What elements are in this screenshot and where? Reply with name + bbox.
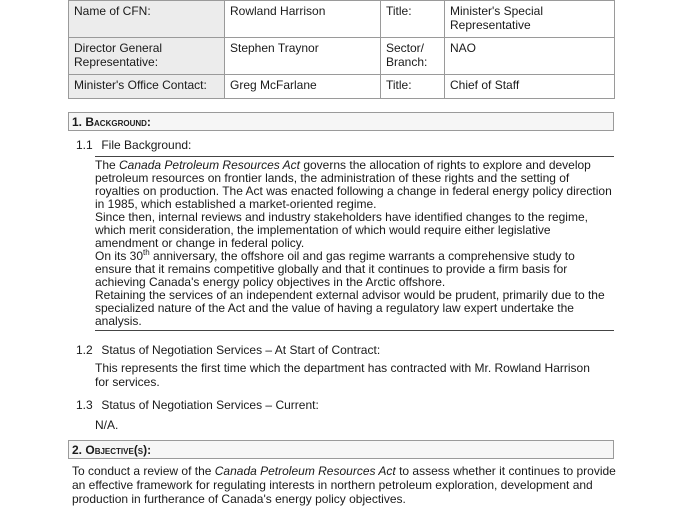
subsection-label: Status of Negotiation Services – Current: <box>101 398 319 412</box>
table-row <box>69 38 615 75</box>
act-title: Canada Petroleum Resources Act <box>119 158 300 172</box>
text-span: On its 30 <box>95 249 144 263</box>
sector-branch-label: Sector/ Branch: <box>381 38 445 75</box>
section-title: Background: <box>85 115 151 129</box>
subsection-status-current <box>76 398 319 412</box>
act-title: Canada Petroleum Resources Act <box>214 464 396 478</box>
background-paragraph <box>95 159 614 211</box>
contact-title-label: Title: <box>381 75 445 99</box>
superscript: th <box>143 248 150 257</box>
cfn-name-value: Rowland Harrison <box>225 1 381 38</box>
background-text-box <box>95 156 614 331</box>
title-value: Minister's Special Representative <box>445 1 615 38</box>
cfn-name-label: Name of CFN: <box>69 1 225 38</box>
subsection-file-background <box>76 138 191 152</box>
objective-text <box>72 464 617 506</box>
dg-representative-value: Stephen Traynor <box>225 38 381 75</box>
subsection-number: 1.3 <box>76 398 93 412</box>
table-row <box>69 1 615 38</box>
text-span: to assess whether it continues to provide an effective framework for regulating interests in northern petroleum exploration, development and production in furtherance of Canada's energy policy objectives. <box>72 464 616 506</box>
minister-office-contact-label: Minister's Office Contact: <box>69 75 225 99</box>
title-label: Title: <box>381 1 445 38</box>
dg-representative-label: Director General Representative: <box>69 38 225 75</box>
subsection-number: 1.2 <box>76 343 93 357</box>
minister-office-contact-value: Greg McFarlane <box>225 75 381 99</box>
section-heading-objectives <box>68 440 614 459</box>
section-heading-background <box>68 112 614 131</box>
contact-title-value: Chief of Staff <box>445 75 615 99</box>
text-span: The <box>95 158 120 172</box>
text-span: governs the allocation of rights to explore and develop petroleum resources on frontier lands, the administration of these rights and the setting of royalties on production. The Act was enacted following a change in federal energy policy direction in 1985, which established a market-oriented regime. <box>95 158 612 211</box>
subsection-label: Status of Negotiation Services – At Start of Contract: <box>101 343 381 357</box>
subsection-label: File Background: <box>101 138 192 152</box>
background-paragraph: Since then, internal reviews and industry stakeholders have identified changes to the regime, which merit consideration, the implementation of which would require either legislative amendment or change in federal policy. <box>95 210 588 250</box>
table-row <box>69 75 615 99</box>
subsection-status-start <box>76 343 380 357</box>
contract-info-table <box>68 0 615 99</box>
status-current-text: N/A. <box>95 418 119 432</box>
section-number: 1. <box>72 115 83 129</box>
section-title: Objective(s): <box>85 443 152 457</box>
subsection-number: 1.1 <box>76 138 93 152</box>
section-number: 2. <box>72 443 83 457</box>
status-start-text: This represents the first time which the department has contracted with Mr. Rowland Harrison for services. <box>95 361 590 389</box>
sector-branch-value: NAO <box>445 38 615 75</box>
background-paragraph: Retaining the services of an independent external advisor would be prudent, primarily due to the specialized nature of the Act and the value of having a regulatory law expert undertake the analysis. <box>95 288 605 328</box>
background-paragraph <box>95 250 614 289</box>
text-span: To conduct a review of the <box>72 464 215 478</box>
text-span: anniversary, the offshore oil and gas regime warrants a comprehensive study to ensure that it remains competitive globally and that it continues to provide a firm basis for achieving Canada's energy policy objectives in the Arctic offshore. <box>95 249 575 289</box>
